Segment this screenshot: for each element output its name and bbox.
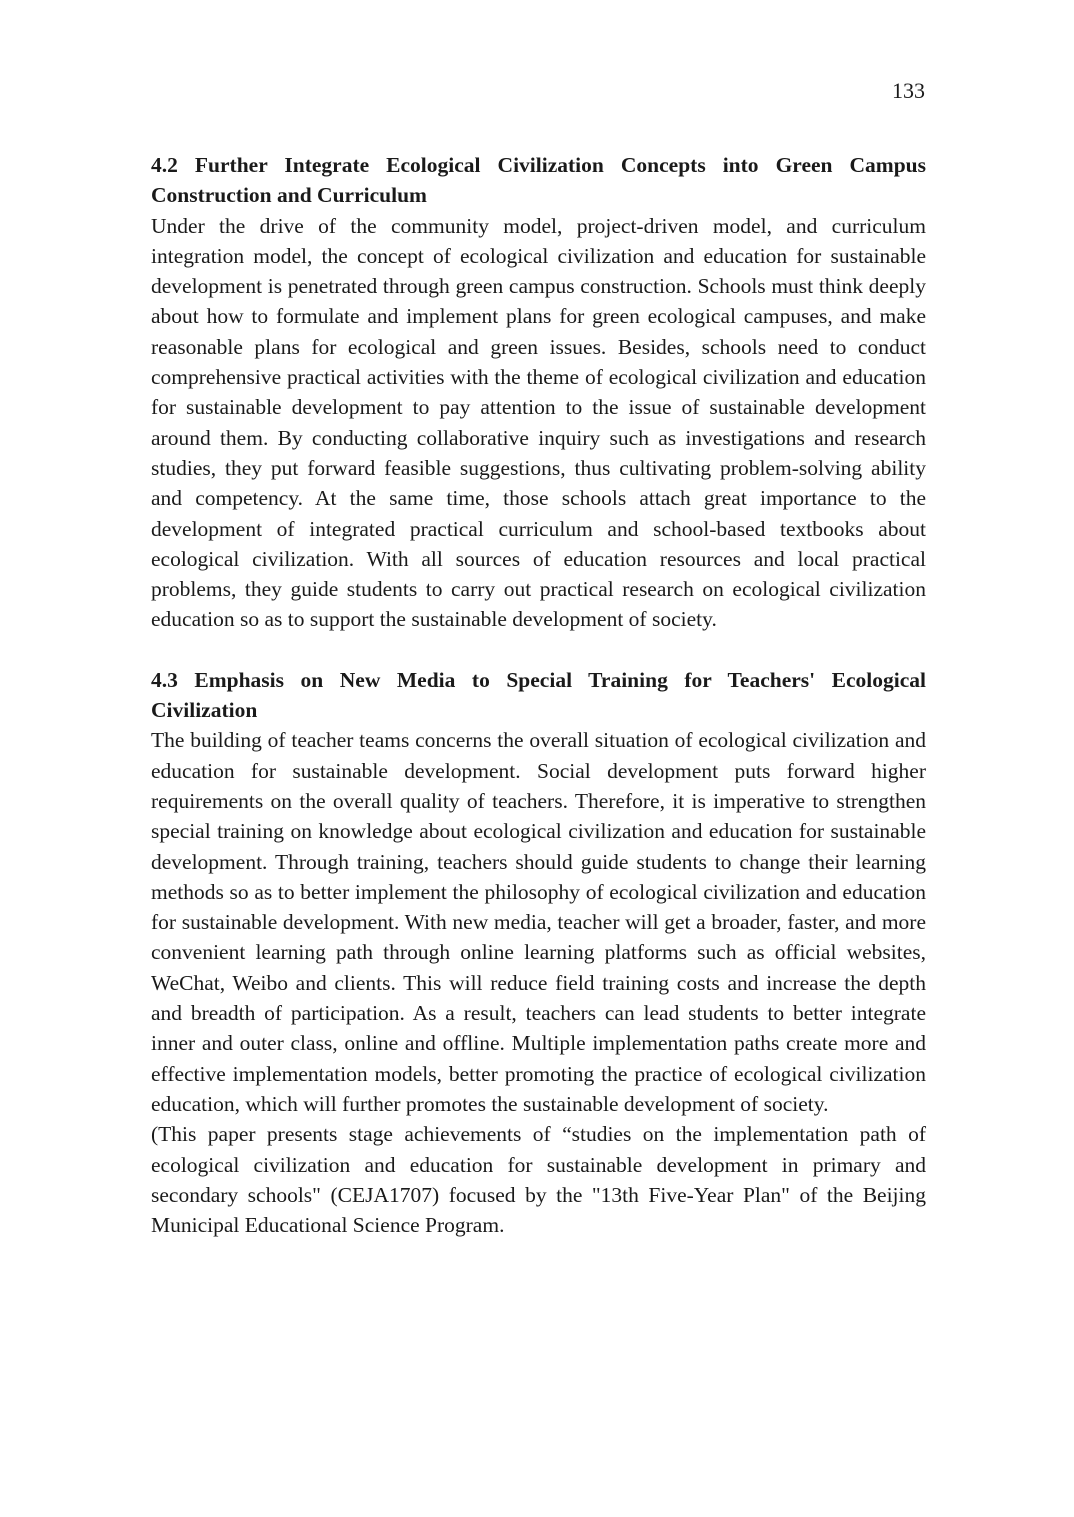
acknowledgement-paragraph: (This paper presents stage achievements of “studies on the implementation path of ecological civilization and education for sustainable development in primary and secondary schools" (CEJA1707) focused by the "13th Five-Year Plan" of the Beijing Municipal Educational Science Program. bbox=[151, 1122, 926, 1238]
page-number: 133 bbox=[892, 78, 925, 103]
body-paragraph: Under the drive of the community model, project-driven model, and curriculum integration model, the concept of ecological civilization and education for sustainable development is penetrated through green campus construction. Schools must think deeply about how to formulate and implement plans for green ecological campuses, and make reasonable plans for ecological and green issues. Besides, schools need to conduct comprehensive practical activities with the theme of ecological civilization and education for sustainable development to pay attention to the issue of sustainable development around them. By conducting collaborative inquiry such as investigations and research studies, they put forward feasible suggestions, thus cultivating problem-solving ability and competency. At the same time, those schools attach great importance to the development of integrated practical curriculum and school-based textbooks about ecological civilization. With all sources of education resources and local practical problems, they guide students to carry out practical research on ecological civilization education so as to support the sustainable development of society. bbox=[151, 213, 926, 632]
body-paragraph: The building of teacher teams concerns the overall situation of ecological civilization and education for sustainable development. Social development puts forward higher requirements on the overall quality of teachers. Therefore, it is imperative to strengthen special training on knowledge about ecological civilization and education for sustainable development. Through training, teachers should guide students to change their learning methods so as to better implement the philosophy of ecological civilization and education for sustainable development. With new media, teacher will get a broader, faster, and more convenient learning path through online learning platforms such as official websites, WeChat, Weibo and clients. This will reduce field training costs and increase the depth and breadth of participation. As a result, teachers can lead students to better integrate inner and outer class, online and offline. Multiple implementation paths create more and effective implementation models, better promoting the practice of ecological civilization education, which will further promotes the sustainable development of society. bbox=[151, 728, 926, 1116]
section-heading: 4.2 Further Integrate Ecological Civilization Concepts into Green Campus Construction and Curriculum bbox=[151, 153, 926, 208]
page-content bbox=[151, 150, 926, 1240]
section-4-3 bbox=[151, 665, 926, 1241]
section-4-2 bbox=[151, 150, 926, 635]
section-heading: 4.3 Emphasis on New Media to Special Training for Teachers' Ecological Civilization bbox=[151, 667, 926, 723]
